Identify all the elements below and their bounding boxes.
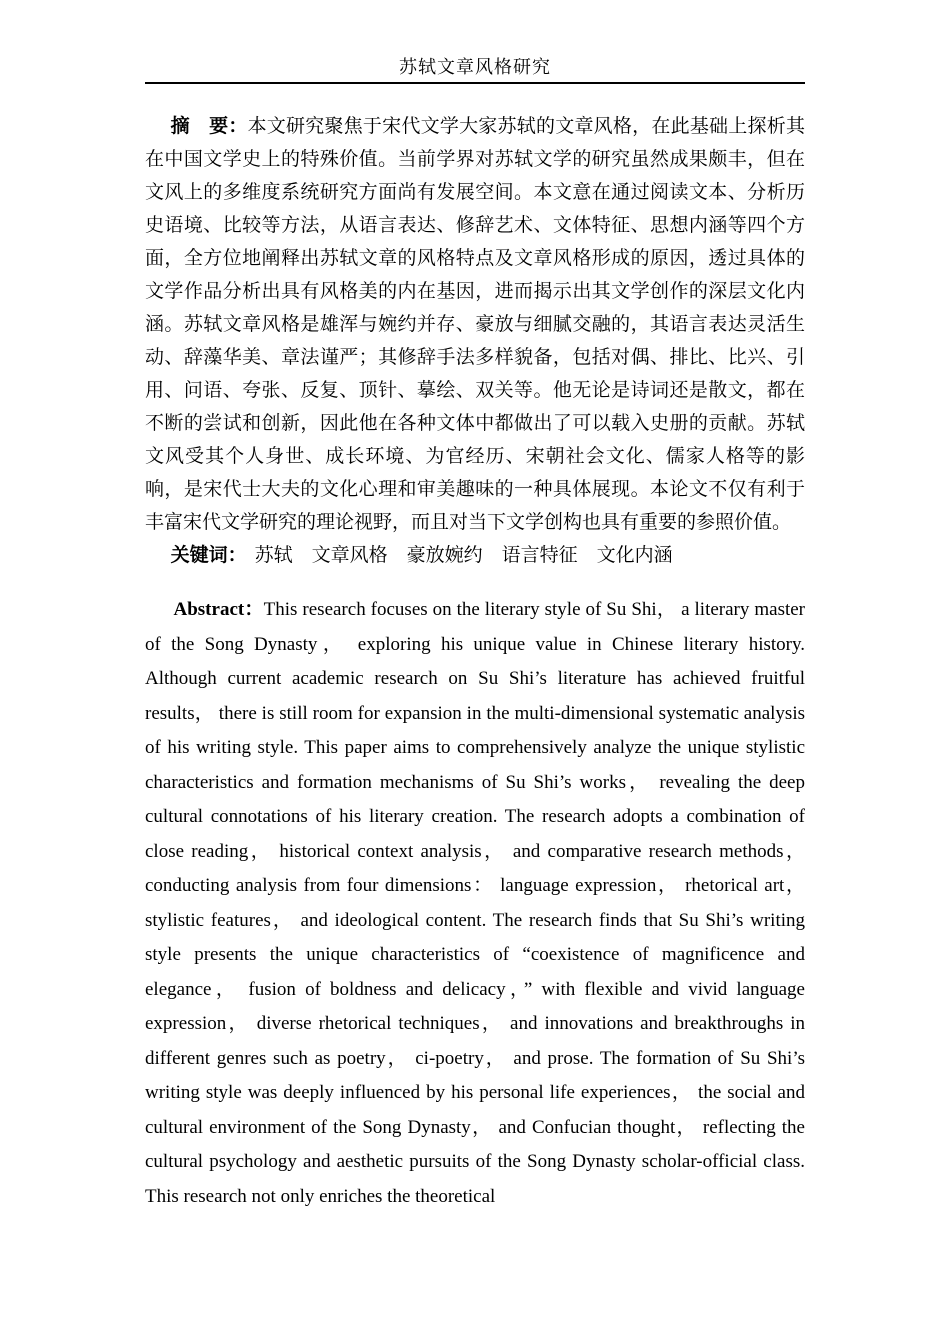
abstract-zh-paragraph bbox=[145, 110, 805, 539]
page-content bbox=[145, 110, 805, 1214]
keywords-line bbox=[145, 539, 805, 572]
abstract-en-label: Abstract： bbox=[173, 599, 264, 620]
abstract-en-text: This research focuses on the literary style of Su Shi， a literary master of the Song Dynasty， exploring his unique value in Chinese literary history. Although current academic research on Su Shi’s literature has achieved fruitful results， there is still room for expansion in the multi-dimensional systematic analysis of his writing style. This paper aims to comprehensively analyze the unique stylistic characteristics and formation mechanisms of Su Shi’s works， revealing the deep cultural connotations of his literary creation. The research adopts a combination of close reading， historical context analysis， and comparative research methods， conducting analysis from four dimensions： language expression， rhetorical art， stylistic features， and ideological content. The research finds that Su Shi’s writing style presents the unique characteristics of “coexistence of magnificence and elegance， fusion of boldness and delicacy，” with flexible and vivid language expression， diverse rhetorical techniques， and innovations and breakthroughs in different genres such as poetry， ci-poetry， and prose. The formation of Su Shi’s writing style was deeply influenced by his personal life experiences， the social and cultural environment of the Song Dynasty， and Confucian thought， reflecting the cultural psychology and aesthetic pursuits of the Song Dynasty scholar-official class. This research not only enriches the theoretical bbox=[145, 599, 805, 1207]
page-header bbox=[145, 0, 805, 84]
header-title: 苏轼文章风格研究 bbox=[399, 57, 551, 77]
abstract-zh-label: 摘 要： bbox=[170, 116, 248, 137]
abstract-zh-text: 本文研究聚焦于宋代文学大家苏轼的文章风格，在此基础上探析其在中国文学史上的特殊价值。当前学界对苏轼文学的研究虽然成果颇丰，但在文风上的多维度系统研究方面尚有发展空间。本文意在通过阅读文本、分析历史语境、比较等方法，从语言表达、修辞艺术、文体特征、思想内涵等四个方面，全方位地阐释出苏轼文章的风格特点及文章风格形成的原因，透过具体的文学作品分析出具有风格美的内在基因，进而揭示出其文学创作的深层文化内涵。苏轼文章风格是雄浑与婉约并存、豪放与细腻交融的，其语言表达灵活生动、辞藻华美、章法谨严；其修辞手法多样貌备，包括对偶、排比、比兴、引用、问语、夸张、反复、顶针、摹绘、双关等。他无论是诗词还是散文，都在不断的尝试和创新，因此他在各种文体中都做出了可以载入史册的贡献。苏轼文风受其个人身世、成长环境、为官经历、宋朝社会文化、儒家人格等的影响，是宋代士大夫的文化心理和审美趣味的一种具体展现。本论文不仅有利于丰富宋代文学研究的理论视野，而且对当下文学创构也具有重要的参照价值。 bbox=[145, 116, 805, 533]
abstract-en-paragraph bbox=[145, 593, 805, 1214]
keywords-list: 苏轼 文章风格 豪放婉约 语言特征 文化内涵 bbox=[254, 545, 673, 566]
keywords-label: 关键词： bbox=[170, 545, 247, 566]
